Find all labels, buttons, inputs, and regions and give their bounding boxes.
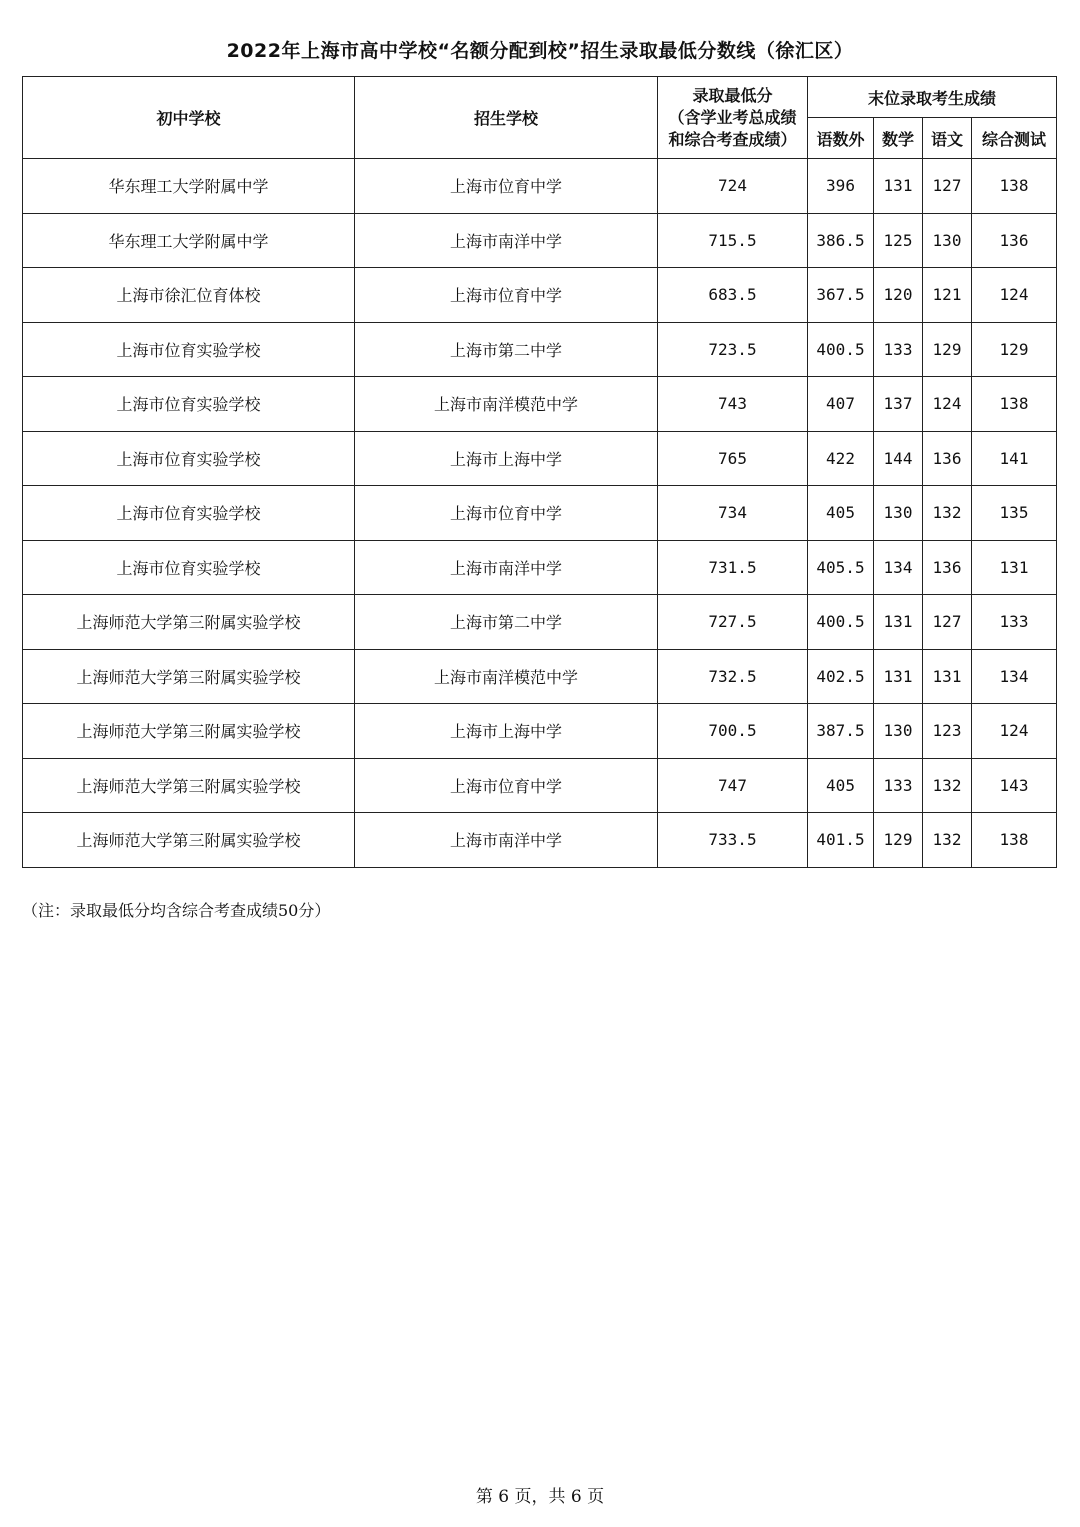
header-comprehensive: 综合测试: [972, 118, 1057, 159]
cell-min-score: 700.5: [658, 704, 808, 759]
header-row-top: [23, 77, 1057, 118]
cell-chinese: 132: [923, 486, 972, 541]
cell-admit-school: 上海市南洋中学: [355, 813, 658, 868]
cell-math: 125: [874, 213, 923, 268]
table-row: [23, 704, 1057, 759]
cell-math: 129: [874, 813, 923, 868]
cell-admit-school: 上海市南洋模范中学: [355, 377, 658, 432]
header-min-score-line2: （含学业考总成绩: [668, 107, 797, 127]
cell-junior-school: 上海师范大学第三附属实验学校: [23, 758, 355, 813]
cell-yushuwai: 402.5: [808, 649, 874, 704]
cell-comprehensive: 124: [972, 268, 1057, 323]
cell-junior-school: 上海师范大学第三附属实验学校: [23, 595, 355, 650]
cell-yushuwai: 405.5: [808, 540, 874, 595]
cell-admit-school: 上海市位育中学: [355, 159, 658, 214]
cell-comprehensive: 136: [972, 213, 1057, 268]
cell-chinese: 132: [923, 813, 972, 868]
cell-min-score: 743: [658, 377, 808, 432]
cell-admit-school: 上海市南洋中学: [355, 213, 658, 268]
cell-junior-school: 上海市位育实验学校: [23, 431, 355, 486]
cell-chinese: 124: [923, 377, 972, 432]
cell-math: 131: [874, 649, 923, 704]
cell-junior-school: 上海师范大学第三附属实验学校: [23, 704, 355, 759]
cell-junior-school: 华东理工大学附属中学: [23, 159, 355, 214]
table-row: [23, 431, 1057, 486]
cell-comprehensive: 138: [972, 377, 1057, 432]
cell-comprehensive: 131: [972, 540, 1057, 595]
table-row: [23, 377, 1057, 432]
cell-math: 131: [874, 159, 923, 214]
cell-chinese: 131: [923, 649, 972, 704]
cell-min-score: 723.5: [658, 322, 808, 377]
cell-yushuwai: 387.5: [808, 704, 874, 759]
cell-junior-school: 上海市位育实验学校: [23, 540, 355, 595]
header-admit-school: 招生学校: [355, 77, 658, 159]
cell-yushuwai: 396: [808, 159, 874, 214]
cell-junior-school: 上海师范大学第三附属实验学校: [23, 813, 355, 868]
table-row: [23, 758, 1057, 813]
cell-chinese: 132: [923, 758, 972, 813]
table-row: [23, 322, 1057, 377]
header-min-score-line3: 和综合考查成绩）: [668, 129, 797, 149]
cell-min-score: 765: [658, 431, 808, 486]
cell-yushuwai: 386.5: [808, 213, 874, 268]
cell-chinese: 130: [923, 213, 972, 268]
cell-min-score: 732.5: [658, 649, 808, 704]
cell-yushuwai: 400.5: [808, 595, 874, 650]
cell-yushuwai: 422: [808, 431, 874, 486]
table-row: [23, 595, 1057, 650]
cell-chinese: 127: [923, 595, 972, 650]
table-row: [23, 486, 1057, 541]
cell-comprehensive: 135: [972, 486, 1057, 541]
cell-min-score: 731.5: [658, 540, 808, 595]
cell-admit-school: 上海市南洋中学: [355, 540, 658, 595]
cell-admit-school: 上海市上海中学: [355, 704, 658, 759]
cell-math: 144: [874, 431, 923, 486]
cell-min-score: 724: [658, 159, 808, 214]
page-title: 2022年上海市高中学校“名额分配到校”招生录取最低分数线（徐汇区）: [226, 40, 854, 62]
cell-junior-school: 上海市位育实验学校: [23, 486, 355, 541]
table-row: [23, 813, 1057, 868]
cell-min-score: 734: [658, 486, 808, 541]
cell-junior-school: 上海市徐汇位育体校: [23, 268, 355, 323]
cell-min-score: 715.5: [658, 213, 808, 268]
cell-admit-school: 上海市上海中学: [355, 431, 658, 486]
header-yushuwai: 语数外: [808, 118, 874, 159]
cell-math: 131: [874, 595, 923, 650]
cell-admit-school: 上海市第二中学: [355, 322, 658, 377]
cell-chinese: 136: [923, 431, 972, 486]
header-chinese: 语文: [923, 118, 972, 159]
cell-chinese: 121: [923, 268, 972, 323]
cell-chinese: 123: [923, 704, 972, 759]
cell-admit-school: 上海市第二中学: [355, 595, 658, 650]
cell-admit-school: 上海市位育中学: [355, 758, 658, 813]
cell-math: 130: [874, 486, 923, 541]
cell-math: 133: [874, 758, 923, 813]
cell-yushuwai: 367.5: [808, 268, 874, 323]
cell-admit-school: 上海市位育中学: [355, 268, 658, 323]
cell-comprehensive: 124: [972, 704, 1057, 759]
cell-chinese: 129: [923, 322, 972, 377]
table-row: [23, 649, 1057, 704]
header-last-rank-group: 末位录取考生成绩: [808, 77, 1057, 118]
table-row: [23, 540, 1057, 595]
score-table: [22, 76, 1057, 868]
cell-admit-school: 上海市南洋模范中学: [355, 649, 658, 704]
header-min-score-line1: 录取最低分: [692, 85, 773, 105]
cell-junior-school: 上海市位育实验学校: [23, 377, 355, 432]
cell-admit-school: 上海市位育中学: [355, 486, 658, 541]
table-row: [23, 268, 1057, 323]
cell-min-score: 733.5: [658, 813, 808, 868]
header-junior-school: 初中学校: [23, 77, 355, 159]
table-row: [23, 213, 1057, 268]
cell-junior-school: 上海师范大学第三附属实验学校: [23, 649, 355, 704]
cell-yushuwai: 405: [808, 758, 874, 813]
cell-math: 137: [874, 377, 923, 432]
cell-comprehensive: 138: [972, 159, 1057, 214]
header-min-score: [658, 77, 808, 159]
cell-junior-school: 华东理工大学附属中学: [23, 213, 355, 268]
cell-math: 120: [874, 268, 923, 323]
table-row: [23, 159, 1057, 214]
cell-comprehensive: 141: [972, 431, 1057, 486]
cell-comprehensive: 134: [972, 649, 1057, 704]
cell-chinese: 136: [923, 540, 972, 595]
cell-yushuwai: 400.5: [808, 322, 874, 377]
cell-math: 133: [874, 322, 923, 377]
cell-comprehensive: 143: [972, 758, 1057, 813]
page-number: 第 6 页，共 6 页: [475, 1487, 605, 1507]
cell-yushuwai: 405: [808, 486, 874, 541]
cell-comprehensive: 133: [972, 595, 1057, 650]
cell-junior-school: 上海市位育实验学校: [23, 322, 355, 377]
cell-math: 134: [874, 540, 923, 595]
cell-math: 130: [874, 704, 923, 759]
cell-min-score: 683.5: [658, 268, 808, 323]
cell-chinese: 127: [923, 159, 972, 214]
cell-yushuwai: 407: [808, 377, 874, 432]
cell-yushuwai: 401.5: [808, 813, 874, 868]
cell-comprehensive: 138: [972, 813, 1057, 868]
cell-comprehensive: 129: [972, 322, 1057, 377]
cell-min-score: 727.5: [658, 595, 808, 650]
cell-min-score: 747: [658, 758, 808, 813]
footnote: （注：录取最低分均含综合考查成绩50分）: [22, 901, 331, 920]
header-math: 数学: [874, 118, 923, 159]
